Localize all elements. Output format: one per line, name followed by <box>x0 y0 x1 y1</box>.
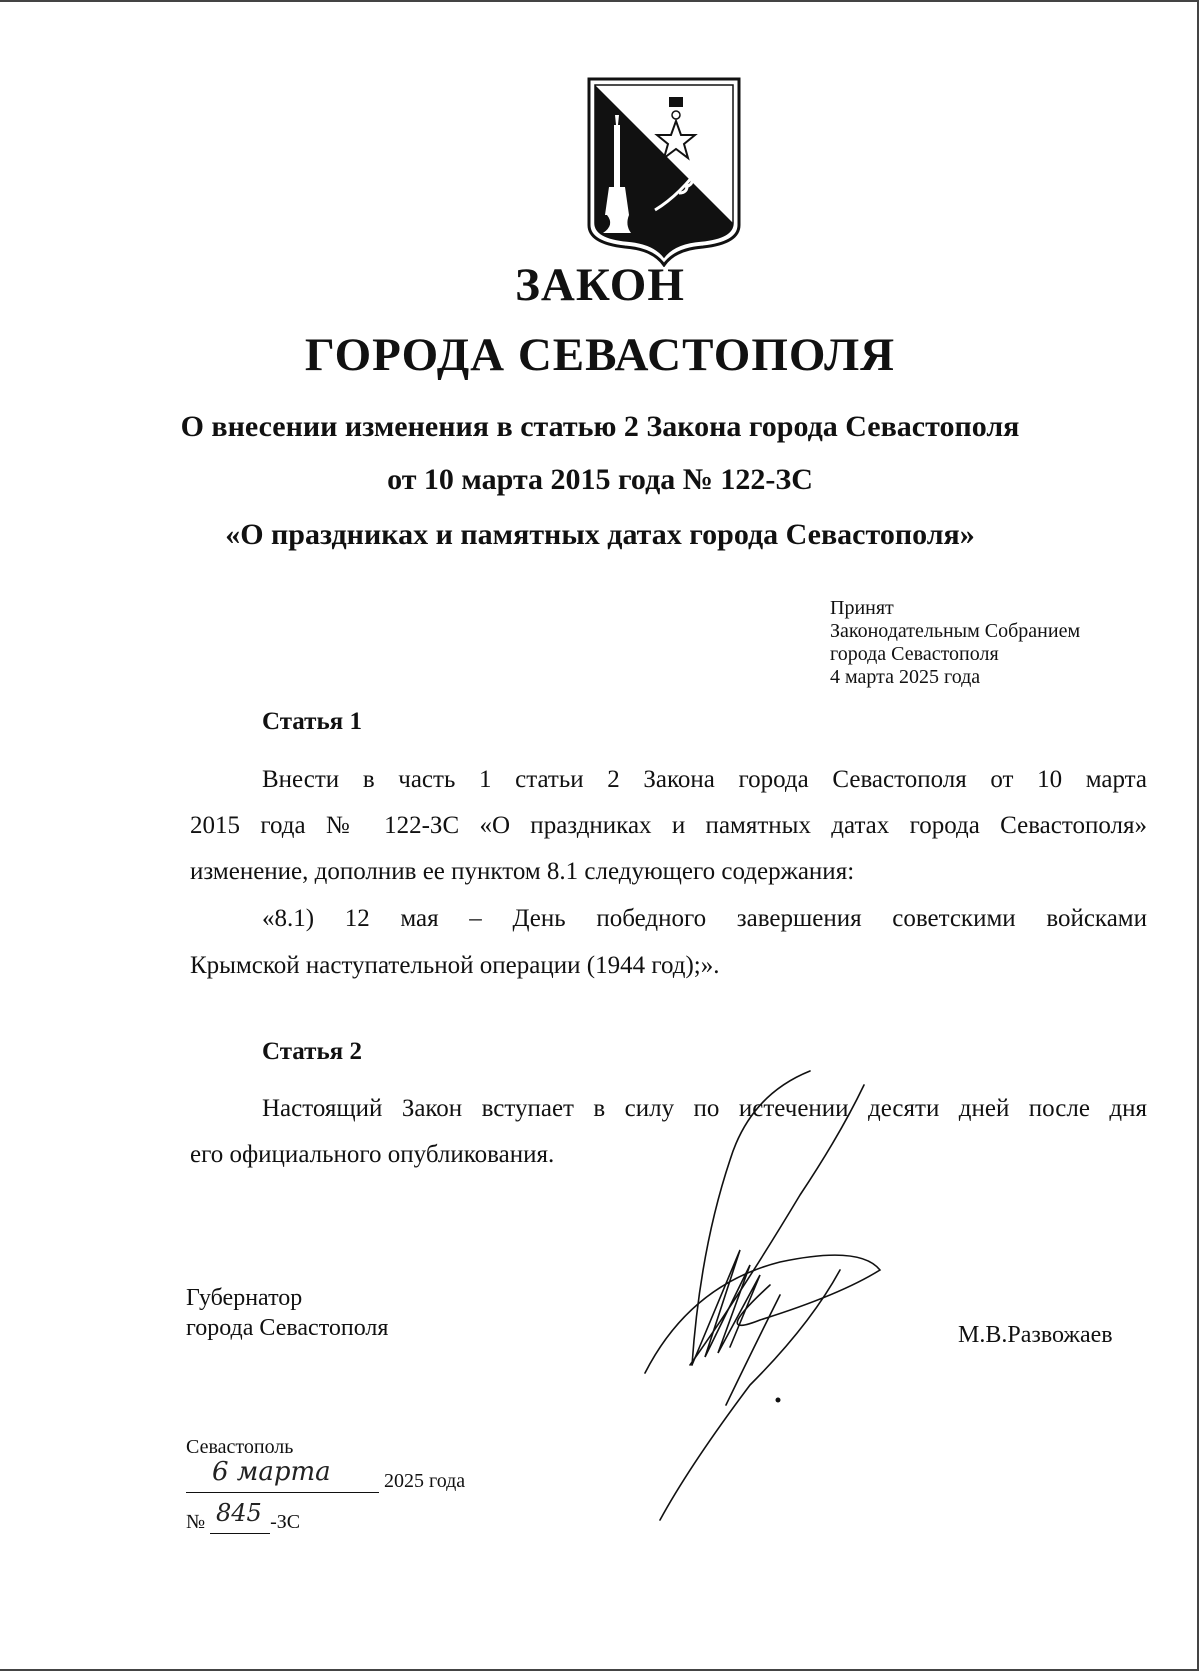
subtitle-line: от 10 марта 2015 года № 122-ЗС <box>387 463 813 496</box>
handwritten-law-number: 845 <box>216 1499 262 1527</box>
article-text-line: Крымской наступательной операции (1944 год);». <box>190 952 720 979</box>
adoption-date: 4 марта 2025 года <box>830 666 981 688</box>
handwritten-signature <box>630 1065 930 1535</box>
article-heading: Статья 2 <box>262 1038 362 1065</box>
sevastopol-coat-of-arms-icon <box>585 75 743 267</box>
signatory-position-line: Губернатор <box>186 1285 303 1311</box>
adoption-block <box>830 597 1080 689</box>
adoption-line: Принят <box>830 597 894 619</box>
article-text-line: «8.1) 12 мая – День победного завершения советскими войсками <box>262 905 1147 932</box>
document-title: ЗАКОН <box>515 259 685 311</box>
article-text-line: Внести в часть 1 статьи 2 Закона города Севастополя от 10 марта <box>262 766 1147 793</box>
year-suffix: 2025 года <box>384 1470 466 1492</box>
article-text-line: его официального опубликования. <box>190 1141 555 1168</box>
document-title-city: ГОРОДА СЕВАСТОПОЛЯ <box>304 329 896 381</box>
number-sign: № <box>186 1511 206 1533</box>
article-text-line: Настоящий Закон вступает в силу по истечении десяти дней после дня <box>262 1095 1147 1122</box>
handwritten-date: 6 марта <box>212 1457 331 1487</box>
subtitle-line: «О праздниках и памятных датах города Севастополя» <box>225 518 975 551</box>
place-of-signing: Севастополь <box>186 1436 294 1458</box>
article-text-line: изменение, дополнив ее пунктом 8.1 следующего содержания: <box>190 858 855 885</box>
subtitle-line: О внесении изменения в статью 2 Закона города Севастополя <box>180 410 1020 443</box>
signatory-name: М.В.Развожаев <box>958 1322 1113 1348</box>
signatory-position <box>186 1283 388 1343</box>
signatory-position-line: города Севастополя <box>186 1315 389 1341</box>
number-suffix: -ЗС <box>270 1511 301 1533</box>
adoption-line: города Севастополя <box>830 643 999 665</box>
article-heading: Статья 1 <box>262 708 362 735</box>
adoption-line: Законодательным Собранием <box>830 620 1081 642</box>
article-text-line: 2015 года № 122-ЗС «О праздниках и памятных датах города Севастополя» <box>190 812 1147 839</box>
